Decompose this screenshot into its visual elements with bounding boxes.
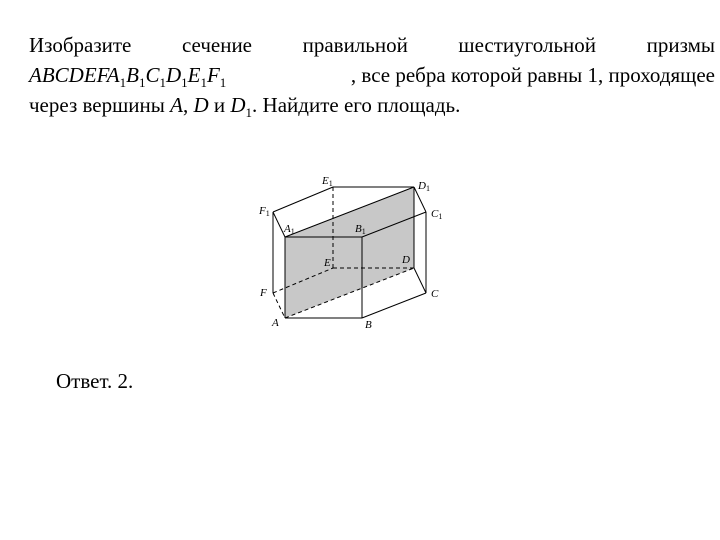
word: сечение bbox=[181, 33, 253, 57]
problem-line-3: через вершины A, D и $D_1$. Найдите его площадь. bbox=[29, 93, 461, 120]
label-c: C bbox=[431, 288, 439, 300]
label-a: A bbox=[272, 317, 279, 329]
label-b: B bbox=[365, 319, 372, 331]
label-b1: B1 bbox=[355, 223, 366, 236]
label-c1: C1 bbox=[431, 208, 443, 221]
problem-line-1 bbox=[29, 30, 715, 60]
answer-text: Ответ. 2. bbox=[56, 369, 134, 393]
prism-diagram bbox=[250, 170, 450, 340]
word: призмы bbox=[646, 33, 715, 57]
label-a1: A1 bbox=[284, 223, 295, 236]
problem-line-2 bbox=[29, 60, 715, 90]
word: правильной bbox=[302, 33, 408, 57]
prism-name: $ABCDEFA_1B_1C_1D_1E_1F_1$ bbox=[29, 63, 227, 90]
problem-line-2-rest: , все ребра которой равны 1, проходящее bbox=[350, 63, 715, 87]
prism-figure bbox=[250, 170, 450, 340]
problem-text bbox=[29, 30, 715, 120]
word: Изобразите bbox=[29, 33, 132, 57]
label-f: F bbox=[260, 287, 267, 299]
label-d1: D1 bbox=[418, 180, 430, 193]
label-e: E bbox=[324, 257, 331, 269]
label-f1: F1 bbox=[259, 205, 270, 218]
section-polygon bbox=[285, 187, 414, 318]
word: шестиугольной bbox=[458, 33, 597, 57]
label-e1: E1 bbox=[322, 175, 333, 188]
label-d: D bbox=[402, 254, 410, 266]
